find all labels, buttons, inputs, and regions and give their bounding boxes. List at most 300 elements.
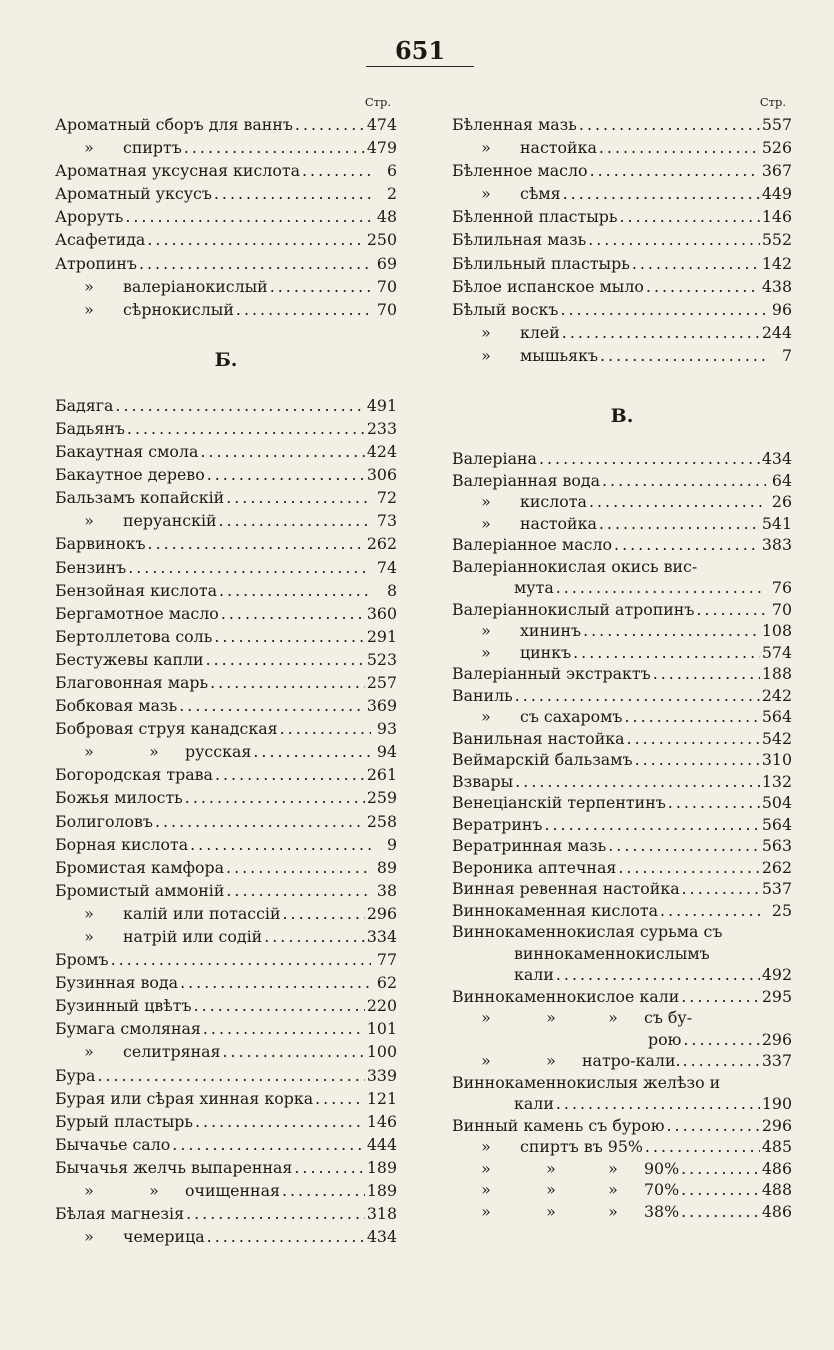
entry-term bbox=[55, 856, 224, 879]
index-entry bbox=[55, 417, 397, 440]
entry-page: 73 bbox=[376, 511, 397, 531]
entry-term bbox=[452, 964, 554, 986]
dot-leader bbox=[236, 298, 371, 321]
entry-term bbox=[55, 925, 262, 948]
index-entry bbox=[55, 275, 397, 298]
ditto-mark: » bbox=[84, 299, 94, 319]
entry-page: 142 bbox=[761, 253, 792, 273]
entry-page: 70 bbox=[771, 599, 792, 619]
entry-term bbox=[452, 448, 537, 470]
entry-term bbox=[452, 1115, 665, 1137]
index-entry bbox=[452, 835, 792, 857]
index-entry bbox=[55, 205, 397, 228]
dot-leader bbox=[583, 620, 760, 642]
entry-term bbox=[452, 771, 513, 793]
entry-page: 295 bbox=[761, 986, 792, 1006]
dot-leader bbox=[588, 228, 760, 251]
entry-page: 337 bbox=[761, 1051, 792, 1071]
entry-page: 479 bbox=[366, 138, 397, 158]
index-entry bbox=[452, 728, 792, 750]
entry-term bbox=[55, 579, 217, 602]
ditto-mark: » bbox=[481, 322, 491, 342]
index-entry bbox=[55, 1225, 397, 1248]
entry-term bbox=[55, 1064, 95, 1087]
entry-term bbox=[55, 394, 113, 417]
entry-text: Бычачье сало bbox=[55, 1134, 171, 1154]
index-entry bbox=[55, 1040, 397, 1063]
entry-page: 74 bbox=[376, 557, 397, 577]
entry-text: Бѣлый воскъ bbox=[452, 299, 559, 319]
entry-term bbox=[55, 159, 300, 182]
index-entry bbox=[452, 344, 792, 367]
entry-term bbox=[55, 1225, 205, 1248]
dot-leader bbox=[207, 463, 365, 486]
entry-page: 262 bbox=[366, 534, 397, 554]
dot-leader bbox=[185, 786, 365, 809]
dot-leader bbox=[624, 706, 759, 728]
entry-text: Благовонная марь bbox=[55, 672, 209, 692]
entry-text: Бобровая струя канадская bbox=[55, 719, 278, 739]
entry-term bbox=[452, 943, 710, 965]
index-entry bbox=[55, 1133, 397, 1156]
entry-page: 552 bbox=[761, 230, 792, 250]
entry-page: 542 bbox=[761, 728, 792, 748]
index-entry bbox=[55, 602, 397, 625]
dot-leader bbox=[315, 1087, 365, 1110]
entry-page: 444 bbox=[366, 1134, 397, 1154]
entry-term bbox=[452, 556, 697, 578]
entry-page: 8 bbox=[386, 580, 397, 600]
ditto-mark: » bbox=[481, 1008, 491, 1028]
index-entry bbox=[55, 298, 397, 321]
index-entry bbox=[55, 532, 397, 555]
index-entry bbox=[452, 321, 792, 344]
entry-page: 541 bbox=[761, 513, 792, 533]
index-entry bbox=[55, 694, 397, 717]
entry-text: селитряная bbox=[123, 1042, 221, 1062]
index-entry bbox=[452, 1072, 792, 1094]
index-entry bbox=[55, 833, 397, 856]
index-entry bbox=[452, 252, 792, 275]
entry-page: 96 bbox=[771, 299, 792, 319]
entry-term bbox=[55, 486, 224, 509]
entry-text: калій или потассій bbox=[123, 903, 281, 923]
entry-term bbox=[452, 275, 644, 298]
index-entry bbox=[452, 113, 792, 136]
index-entry bbox=[452, 205, 792, 228]
entry-term bbox=[452, 1201, 679, 1223]
entry-text: Валеріаннокислая окись вис- bbox=[452, 556, 698, 576]
entry-page: 492 bbox=[761, 965, 792, 985]
ditto-mark: » bbox=[481, 1158, 491, 1178]
ditto-mark: » bbox=[84, 1227, 94, 1247]
index-entry bbox=[452, 470, 792, 492]
ditto-mark: » bbox=[546, 1158, 556, 1178]
index-entry bbox=[55, 509, 397, 532]
ditto-mark: » bbox=[84, 138, 94, 158]
entry-term bbox=[55, 763, 213, 786]
entry-page: 369 bbox=[366, 696, 397, 716]
dot-leader bbox=[172, 1133, 365, 1156]
dot-leader bbox=[194, 994, 365, 1017]
index-entry bbox=[452, 556, 792, 578]
index-entry bbox=[55, 486, 397, 509]
dot-leader bbox=[635, 749, 760, 771]
entry-text: Бадьянъ bbox=[55, 418, 125, 438]
dot-leader bbox=[186, 1202, 365, 1225]
dot-leader bbox=[590, 159, 760, 182]
entry-page: 188 bbox=[761, 664, 792, 684]
entry-term bbox=[55, 625, 212, 648]
entry-term bbox=[452, 620, 581, 642]
index-entry bbox=[452, 182, 792, 205]
dot-leader bbox=[214, 625, 365, 648]
index-entry bbox=[452, 685, 792, 707]
ditto-mark: » bbox=[481, 621, 491, 641]
entry-text: натро-кали. bbox=[582, 1051, 681, 1071]
entry-page: 367 bbox=[761, 161, 792, 181]
entry-term bbox=[452, 1093, 554, 1115]
dot-leader bbox=[206, 648, 365, 671]
entry-page: 360 bbox=[366, 603, 397, 623]
dot-leader bbox=[282, 1179, 365, 1202]
entry-page: 62 bbox=[376, 973, 397, 993]
entry-page: 383 bbox=[761, 535, 792, 555]
entry-text: Бѣлая магнезія bbox=[55, 1204, 185, 1224]
entry-text: Бурый пластырь bbox=[55, 1111, 193, 1131]
header-rule bbox=[366, 66, 474, 67]
entry-term bbox=[55, 182, 212, 205]
dot-leader bbox=[599, 136, 760, 159]
entry-text: Бакаутная смола bbox=[55, 442, 199, 462]
entry-text: цинкъ bbox=[520, 642, 572, 662]
dot-leader bbox=[195, 1110, 365, 1133]
entry-term bbox=[452, 113, 577, 136]
entry-text: Вероника аптечная bbox=[452, 857, 617, 877]
index-entry bbox=[452, 1136, 792, 1158]
entry-text: Виннокаменная кислота bbox=[452, 900, 659, 920]
entry-text: Бѣленной пластырь bbox=[452, 207, 618, 227]
entry-text: Вератринъ bbox=[452, 814, 543, 834]
ditto-mark: » bbox=[546, 1051, 556, 1071]
index-entry bbox=[452, 159, 792, 182]
entry-text: Ароматная уксусная кислота bbox=[55, 161, 301, 181]
dot-leader bbox=[139, 252, 371, 275]
entry-page: 486 bbox=[761, 1201, 792, 1221]
index-entry bbox=[55, 1064, 397, 1087]
dot-leader bbox=[180, 971, 371, 994]
index-entry bbox=[452, 1093, 792, 1115]
entry-page: 244 bbox=[761, 322, 792, 342]
entry-text: Атропинъ bbox=[55, 253, 137, 273]
dot-leader bbox=[562, 321, 760, 344]
entry-text: Борная кислота bbox=[55, 834, 189, 854]
dot-leader bbox=[200, 440, 364, 463]
entry-text: Богородская трава bbox=[55, 765, 213, 785]
entry-term bbox=[55, 532, 146, 555]
entry-text: Бѣлое испанское мыло bbox=[452, 276, 644, 296]
page-column-heading: Стр. bbox=[759, 95, 786, 109]
ditto-mark: » bbox=[546, 1008, 556, 1028]
entry-page: 449 bbox=[761, 184, 792, 204]
entry-text: Бычачья желчь выпаренная bbox=[55, 1157, 293, 1177]
entry-term bbox=[55, 298, 234, 321]
entry-term bbox=[452, 1072, 720, 1094]
dot-leader bbox=[668, 792, 760, 814]
entry-term bbox=[55, 463, 205, 486]
entry-term bbox=[452, 814, 542, 836]
entry-term bbox=[55, 1133, 170, 1156]
dot-leader bbox=[600, 344, 766, 367]
entry-text: русская bbox=[185, 742, 252, 762]
index-entry bbox=[55, 648, 397, 671]
entry-term bbox=[452, 599, 694, 621]
entry-term bbox=[55, 440, 198, 463]
index-entry bbox=[452, 857, 792, 879]
entry-term bbox=[55, 648, 204, 671]
entry-text: Бальзамъ копайскій bbox=[55, 488, 225, 508]
entry-text: Бузинная вода bbox=[55, 973, 179, 993]
index-entry bbox=[452, 1007, 792, 1029]
ditto-mark: » bbox=[481, 492, 491, 512]
dot-leader bbox=[556, 1093, 760, 1115]
page-column-heading: Стр. bbox=[364, 95, 391, 109]
index-entry bbox=[55, 994, 397, 1017]
entry-term bbox=[452, 1007, 692, 1029]
index-entry bbox=[55, 113, 397, 136]
entry-term bbox=[55, 1202, 184, 1225]
index-entry bbox=[55, 1110, 397, 1133]
entry-term bbox=[55, 1040, 221, 1063]
entry-term bbox=[55, 994, 192, 1017]
entry-page: 64 bbox=[771, 470, 792, 490]
entry-page: 318 bbox=[366, 1204, 397, 1224]
index-entry bbox=[55, 948, 397, 971]
entry-term bbox=[452, 534, 612, 556]
entry-term bbox=[55, 1110, 193, 1133]
entry-term bbox=[55, 971, 178, 994]
entry-page: 89 bbox=[376, 857, 397, 877]
dot-leader bbox=[683, 1029, 759, 1051]
entry-term bbox=[452, 835, 606, 857]
entry-page: 25 bbox=[771, 900, 792, 920]
entry-term bbox=[452, 298, 558, 321]
index-entry bbox=[452, 275, 792, 298]
dot-leader bbox=[253, 740, 371, 763]
entry-term bbox=[452, 1158, 679, 1180]
entry-text: Бромистый аммоній bbox=[55, 880, 225, 900]
index-entry bbox=[452, 771, 792, 793]
dot-leader bbox=[125, 205, 371, 228]
entry-text: натрій или содій bbox=[123, 927, 263, 946]
entry-text: хининъ bbox=[520, 621, 582, 641]
entry-page: 258 bbox=[366, 811, 397, 831]
ditto-mark: » bbox=[84, 1181, 94, 1201]
entry-term bbox=[452, 159, 588, 182]
entry-text: Бромистая камфора bbox=[55, 857, 225, 877]
entry-text: очищенная bbox=[185, 1181, 280, 1201]
entry-text: 38% bbox=[644, 1201, 680, 1221]
entry-term bbox=[452, 470, 600, 492]
entry-page: 424 bbox=[366, 442, 397, 462]
entry-term bbox=[55, 275, 268, 298]
entry-page: 486 bbox=[761, 1158, 792, 1178]
entry-text: Валеріанное масло bbox=[452, 535, 613, 555]
index-entry bbox=[452, 921, 792, 943]
ditto-mark: » bbox=[84, 742, 94, 762]
ditto-mark: » bbox=[546, 1201, 556, 1221]
index-entry bbox=[55, 228, 397, 251]
entry-term bbox=[55, 602, 219, 625]
entry-page: 259 bbox=[366, 788, 397, 808]
ditto-mark: » bbox=[84, 511, 94, 531]
index-entry bbox=[55, 1179, 397, 1202]
entry-page: 6 bbox=[386, 161, 397, 181]
entry-term bbox=[55, 1017, 201, 1040]
dot-leader bbox=[111, 948, 371, 971]
index-entry bbox=[452, 448, 792, 470]
index-entry bbox=[55, 1156, 397, 1179]
entry-text: настойка bbox=[520, 513, 597, 533]
entry-text: Бурая или сѣрая хинная корка bbox=[55, 1088, 314, 1108]
entry-page: 296 bbox=[366, 903, 397, 923]
index-entry bbox=[55, 159, 397, 182]
index-entry bbox=[55, 1017, 397, 1040]
entry-page: 26 bbox=[771, 492, 792, 512]
entry-term bbox=[55, 740, 251, 763]
dot-leader bbox=[515, 771, 760, 793]
index-entry bbox=[452, 900, 792, 922]
index-entry bbox=[55, 463, 397, 486]
dot-leader bbox=[128, 556, 371, 579]
dot-leader bbox=[97, 1064, 364, 1087]
ditto-mark: » bbox=[481, 1180, 491, 1200]
entry-page: 488 bbox=[761, 1180, 792, 1200]
entry-text: Бобковая мазь bbox=[55, 696, 178, 716]
entry-text: валеріанокислый bbox=[123, 276, 268, 296]
entry-page: 434 bbox=[366, 1227, 397, 1247]
entry-page: 70 bbox=[376, 299, 397, 319]
entry-page: 257 bbox=[366, 672, 397, 692]
ditto-mark: » bbox=[84, 903, 94, 923]
entry-page: 334 bbox=[366, 927, 397, 946]
entry-text: Ароруть bbox=[55, 207, 124, 227]
dot-leader bbox=[618, 857, 760, 879]
index-entry bbox=[452, 298, 792, 321]
entry-term bbox=[55, 879, 224, 902]
index-entry bbox=[452, 620, 792, 642]
index-entry bbox=[452, 706, 792, 728]
dot-leader bbox=[632, 252, 760, 275]
ditto-mark: » bbox=[481, 707, 491, 727]
dot-leader bbox=[515, 685, 760, 707]
ditto-mark: » bbox=[546, 1180, 556, 1200]
entry-page: 250 bbox=[366, 230, 397, 250]
entry-text: Болиголовъ bbox=[55, 811, 153, 831]
index-entry bbox=[452, 513, 792, 535]
entry-text: рою bbox=[648, 1029, 682, 1049]
dot-leader bbox=[627, 728, 760, 750]
entry-page: 434 bbox=[761, 449, 792, 469]
entry-text: Валеріаннокислый атропинъ bbox=[452, 599, 695, 619]
index-entry bbox=[452, 1050, 792, 1072]
entry-term bbox=[452, 513, 597, 535]
entry-page: 7 bbox=[781, 345, 792, 365]
entry-page: 77 bbox=[376, 950, 397, 970]
entry-text: Бестужевы капли bbox=[55, 649, 204, 669]
entry-page: 242 bbox=[761, 685, 792, 705]
dot-leader bbox=[283, 902, 365, 925]
dot-leader bbox=[190, 833, 371, 856]
entry-text: Бузинный цвѣтъ bbox=[55, 996, 192, 1016]
entry-text: Асафетида bbox=[55, 230, 146, 250]
entry-term bbox=[452, 1029, 681, 1051]
entry-term bbox=[452, 706, 622, 728]
entry-text: мышьякъ bbox=[520, 345, 599, 365]
dot-leader bbox=[667, 1115, 760, 1137]
index-group-v bbox=[452, 448, 792, 1222]
ditto-mark: » bbox=[608, 1008, 618, 1028]
ditto-mark: » bbox=[481, 642, 491, 662]
dot-leader bbox=[203, 1017, 365, 1040]
index-entry bbox=[452, 1115, 792, 1137]
entry-text: Барвинокъ bbox=[55, 534, 146, 554]
dot-leader bbox=[645, 1136, 760, 1158]
entry-text: Ваниль bbox=[452, 685, 513, 705]
entry-text: Бензинъ bbox=[55, 557, 127, 577]
ditto-mark: » bbox=[84, 1042, 94, 1062]
entry-page: 69 bbox=[376, 253, 397, 273]
entry-term bbox=[55, 786, 183, 809]
entry-page: 100 bbox=[366, 1042, 397, 1062]
ditto-mark: » bbox=[149, 1181, 159, 1201]
entry-term bbox=[55, 948, 109, 971]
entry-page: 190 bbox=[761, 1094, 792, 1114]
index-entry bbox=[452, 1158, 792, 1180]
entry-term bbox=[452, 878, 680, 900]
ditto-mark: » bbox=[608, 1180, 618, 1200]
entry-term bbox=[55, 902, 281, 925]
dot-leader bbox=[563, 182, 760, 205]
dot-leader bbox=[602, 470, 766, 492]
index-entry bbox=[55, 556, 397, 579]
index-entry bbox=[55, 879, 397, 902]
ditto-mark: » bbox=[481, 513, 491, 533]
entry-page: 72 bbox=[376, 488, 397, 508]
entry-term bbox=[55, 717, 278, 740]
entry-term bbox=[452, 205, 618, 228]
entry-term bbox=[55, 252, 137, 275]
entry-page: 296 bbox=[761, 1029, 792, 1049]
entry-term bbox=[452, 749, 633, 771]
entry-page: 526 bbox=[761, 138, 792, 158]
dot-leader bbox=[210, 671, 365, 694]
entry-page: 132 bbox=[761, 771, 792, 791]
entry-page: 438 bbox=[761, 276, 792, 296]
entry-term bbox=[55, 556, 126, 579]
index-group-b-continued bbox=[452, 113, 792, 367]
entry-page: 76 bbox=[771, 578, 792, 598]
entry-text: кали bbox=[514, 1094, 554, 1114]
entry-page: 101 bbox=[366, 1019, 397, 1039]
entry-text: спиртъ bbox=[123, 138, 182, 158]
dot-leader bbox=[579, 113, 760, 136]
dot-leader bbox=[696, 599, 766, 621]
dot-leader bbox=[556, 964, 760, 986]
entry-text: сѣмя bbox=[520, 184, 561, 204]
entry-term bbox=[452, 642, 571, 664]
entry-page: 220 bbox=[366, 996, 397, 1016]
